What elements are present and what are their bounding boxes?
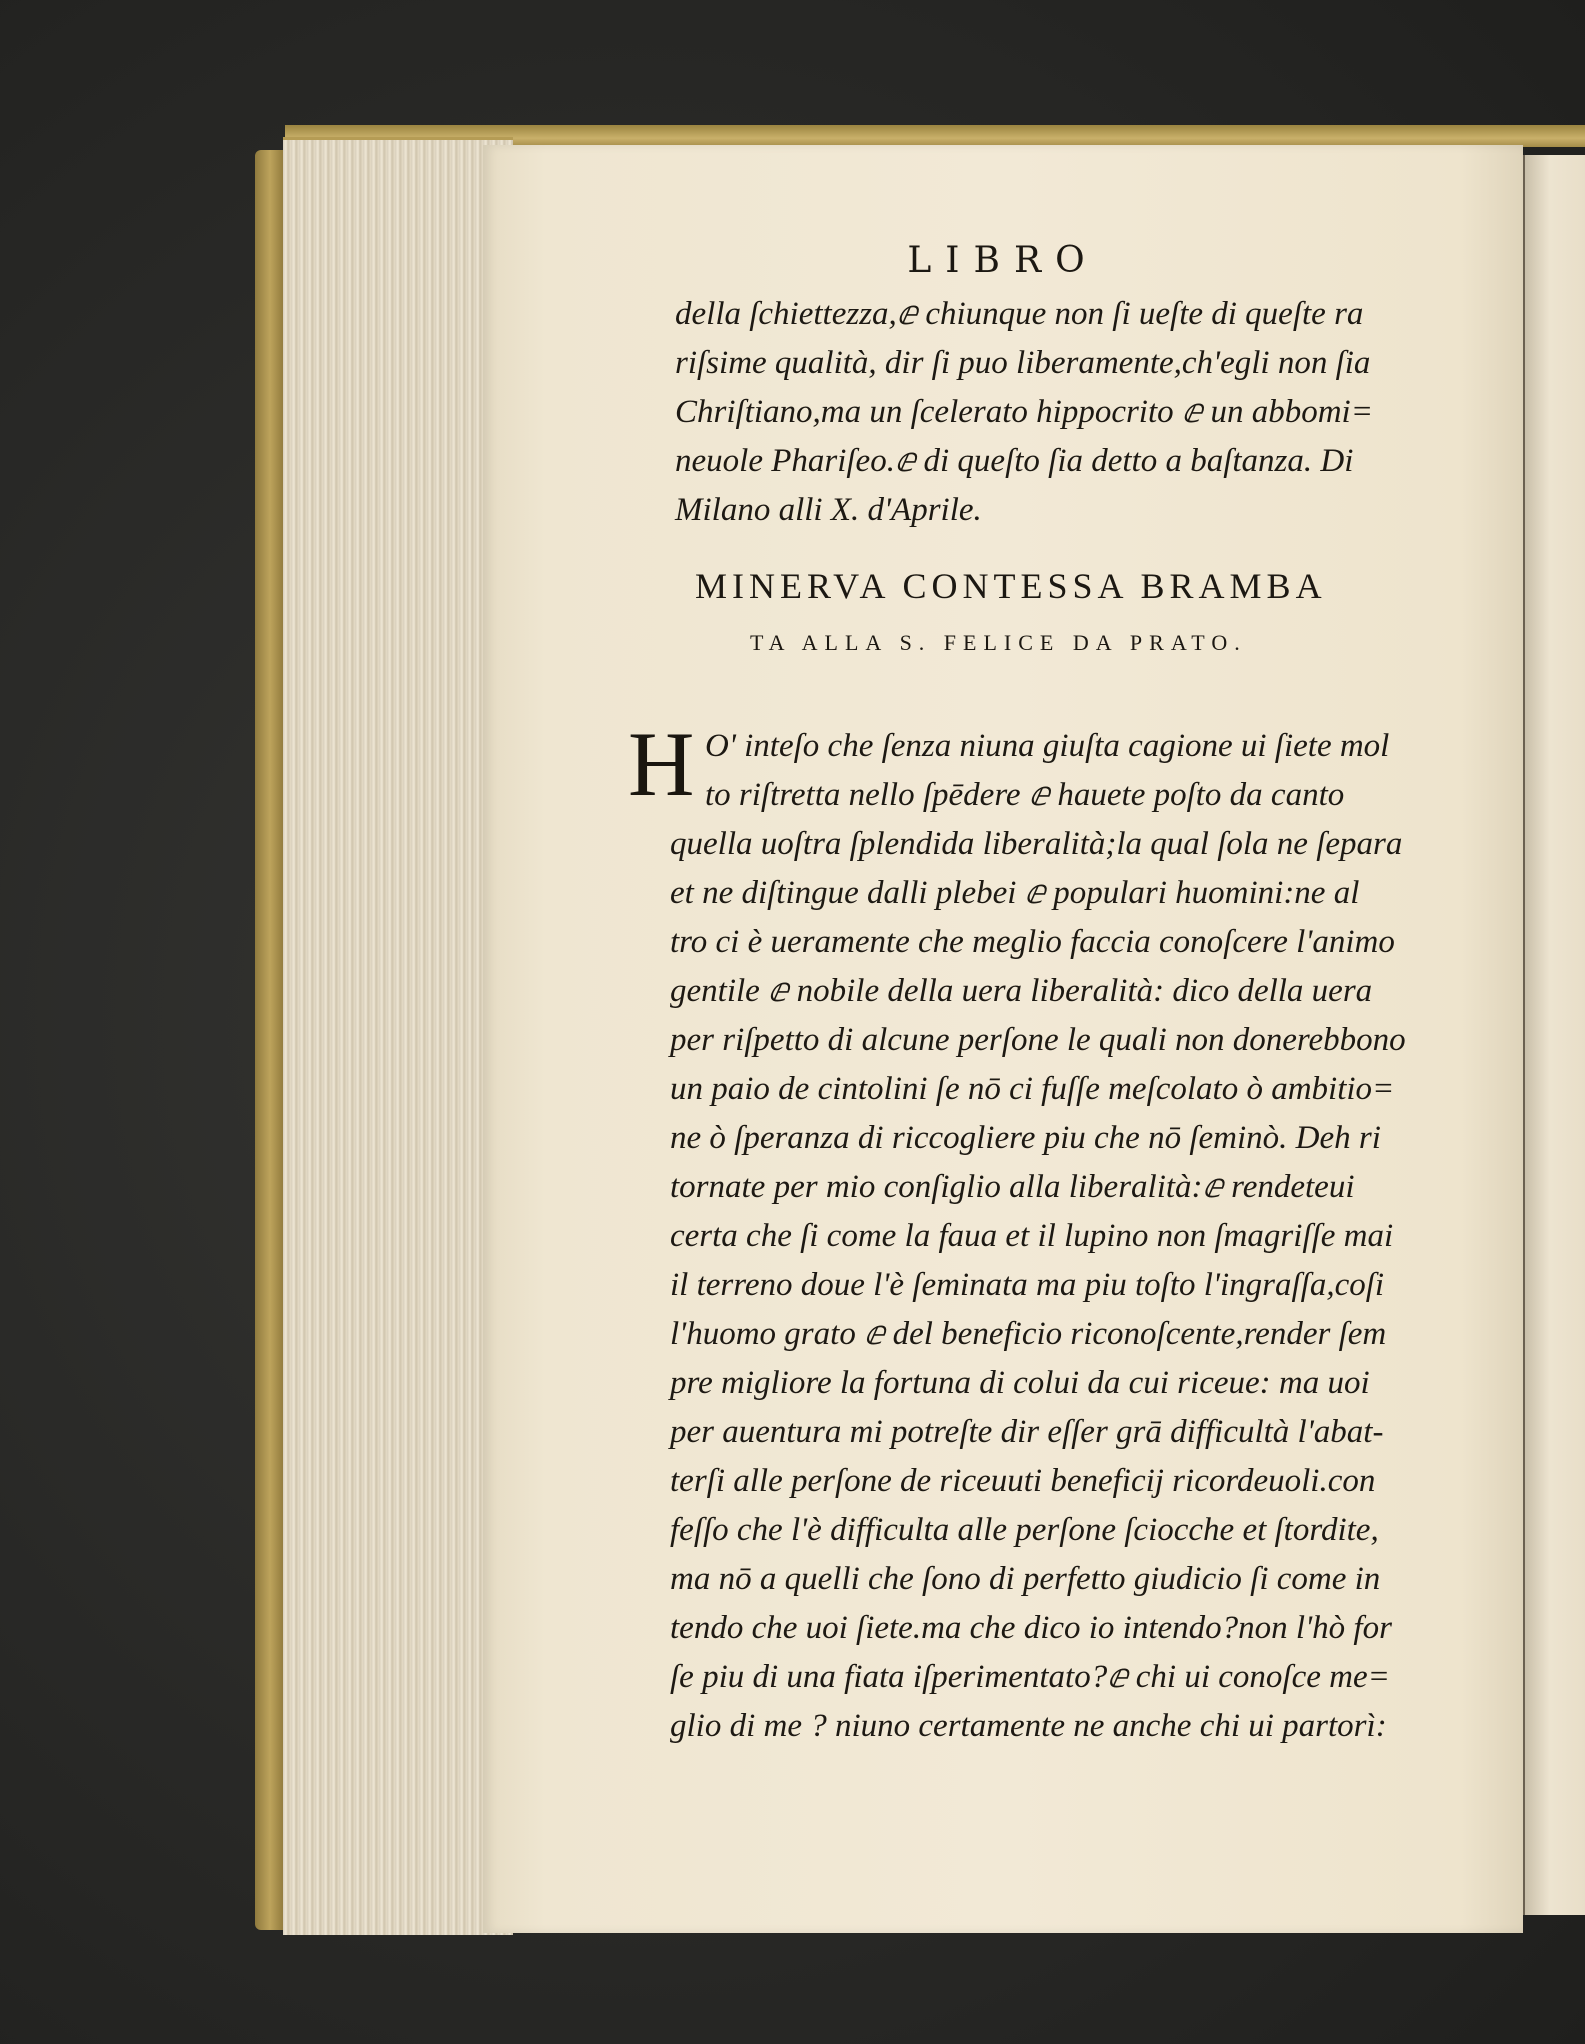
running-head: LIBRO bbox=[907, 240, 1099, 281]
text-line: tendo che uoi ſiete.ma che dico io intendo?non l'hò for bbox=[670, 1610, 1392, 1646]
text-line: ſe piu di una fiata iſperimentato?ⅇ chi ui conoſce me= bbox=[670, 1659, 1390, 1695]
text-line: to riſtretta nello ſpēdere ⅇ hauete poſto da canto bbox=[705, 777, 1345, 813]
text-line: ne ò ſperanza di riccogliere piu che nō ſeminò. Deh ri bbox=[670, 1120, 1381, 1156]
text-line: Chriſtiano,ma un ſcelerato hippocrito ⅇ un abbomi= bbox=[675, 394, 1373, 430]
book-cover-edge bbox=[255, 150, 285, 1930]
text-line: un paio de cintolini ſe nō ci fuſſe meſcolato ò ambitio= bbox=[670, 1071, 1395, 1107]
text-line: tro ci è ueramente che meglio faccia conoſcere l'animo bbox=[670, 924, 1395, 960]
text-line: tornate per mio conſiglio alla liberalità:ⅇ rendeteui bbox=[670, 1169, 1355, 1205]
letter-first-lines bbox=[705, 722, 1406, 820]
text-line: et ne diſtingue dalli plebei ⅇ populari huomini:ne al bbox=[670, 875, 1360, 911]
text-line: della ſchiettezza,ⅇ chiunque non ſi ueſte di queſte ra bbox=[675, 296, 1364, 332]
text-line: gentile ⅇ nobile della uera liberalità: dico della uera bbox=[670, 973, 1373, 1009]
opening-paragraph bbox=[675, 290, 1585, 535]
text-line: neuole Phariſeo.ⅇ di queſto ſia detto a baſtanza. Di bbox=[675, 443, 1354, 479]
letter-body bbox=[670, 722, 1406, 1751]
text-line: riſsime qualità, dir ſi puo liberamente,ch'egli non ſia bbox=[675, 345, 1371, 381]
text-line: ma nō a quelli che ſono di perfetto giudicio ſi come in bbox=[670, 1561, 1381, 1597]
text-line: il terreno doue l'è ſeminata ma piu toſto l'ingraſſa,coſi bbox=[670, 1267, 1385, 1303]
text-line: pre migliore la fortuna di colui da cui riceue: ma uoi bbox=[670, 1365, 1370, 1401]
page-stack bbox=[283, 137, 513, 1935]
text-line: quella uoſtra ſplendida liberalità;la qual ſola ne ſepara bbox=[670, 826, 1403, 862]
text-line: certa che ſi come la faua et il lupino non ſmagriſſe mai bbox=[670, 1218, 1394, 1254]
text-line: O' inteſo che ſenza niuna giuſta cagione ui ſiete mol bbox=[705, 728, 1390, 764]
drop-cap: H bbox=[628, 713, 695, 815]
letter-heading: MINERVA CONTESSA BRAMBA bbox=[695, 566, 1327, 606]
text-line: glio di me ? niuno certamente ne anche chi ui partorì: bbox=[670, 1708, 1387, 1744]
text-line: terſi alle perſone de riceuuti beneficij ricordeuoli.con bbox=[670, 1463, 1376, 1499]
text-line: Milano alli X. d'Aprile. bbox=[675, 492, 982, 528]
text-line: feſſo che l'è difficulta alle perſone ſciocche et ſtordite, bbox=[670, 1512, 1379, 1548]
letter-lines bbox=[670, 820, 1406, 1751]
text-line: per riſpetto di alcune perſone le quali non donerebbono bbox=[670, 1022, 1406, 1058]
text-line: per auentura mi potreſte dir eſſer grā difficultà l'abat- bbox=[670, 1414, 1384, 1450]
letter-subheading: TA ALLA S. FELICE DA PRATO. bbox=[750, 630, 1247, 655]
text-line: l'huomo grato ⅇ del beneficio riconoſcente,render ſem bbox=[670, 1316, 1387, 1352]
